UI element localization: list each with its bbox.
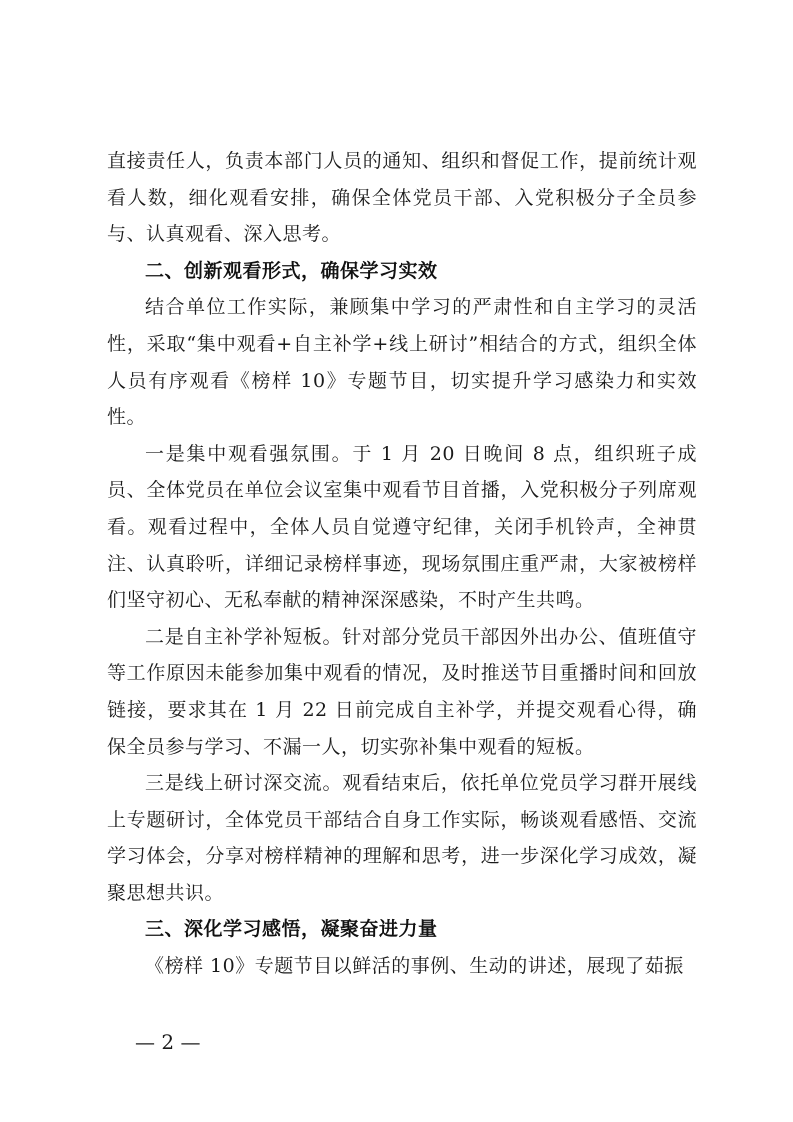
page-number: — 2 —	[135, 1030, 201, 1054]
section-heading-2: 二、创新观看形式，确保学习实效	[145, 259, 438, 282]
paragraph: 一是集中观看强氛围。于 1 月 20 日晚间 8 点，组织班子成员、全体党员在单位会议室集中观看节目首播，入党积极分子列席观看。观看过程中，全体人员自觉遵守纪律，关闭手机铃声，全神贯注、认真聆听，详细记录榜样事迹，现场氛围庄重严肃，大家被榜样们坚守初心、无私奉献的精神深深感染，不时产生共鸣。	[107, 442, 697, 612]
section-heading-3: 三、深化学习感悟，凝聚奋进力量	[145, 918, 438, 941]
paragraph-continued: 直接责任人，负责本部门人员的通知、组织和督促工作，提前统计观看人数，细化观看安排，确保全体党员干部、入党积极分子全员参与、认真观看、深入思考。	[107, 150, 697, 246]
paragraph: 《榜样 10》专题节目以鲜活的事例、生动的讲述，展现了茹振	[145, 955, 684, 978]
paragraph: 三是线上研讨深交流。观看结束后，依托单位党员学习群开展线上专题研讨，全体党员干部结合自身工作实际，畅谈观看感悟、交流学习体会，分享对榜样精神的理解和思考，进一步深化学习成效，凝聚思想共识。	[107, 772, 697, 904]
paragraph: 结合单位工作实际，兼顾集中学习的严肃性和自主学习的灵活性，采取“集中观看+自主补学+线上研讨”相结合的方式，组织全体人员有序观看《榜样 10》专题节目，切实提升学习感染力和实效性。	[107, 296, 697, 429]
document-body	[107, 143, 697, 985]
paragraph: 二是自主补学补短板。针对部分党员干部因外出办公、值班值守等工作原因未能参加集中观看的情况，及时推送节目重播时间和回放链接，要求其在 1 月 22 日前完成自主补学，并提交观看心得，确保全员参与学习、不漏一人，切实弥补集中观看的短板。	[107, 625, 697, 758]
